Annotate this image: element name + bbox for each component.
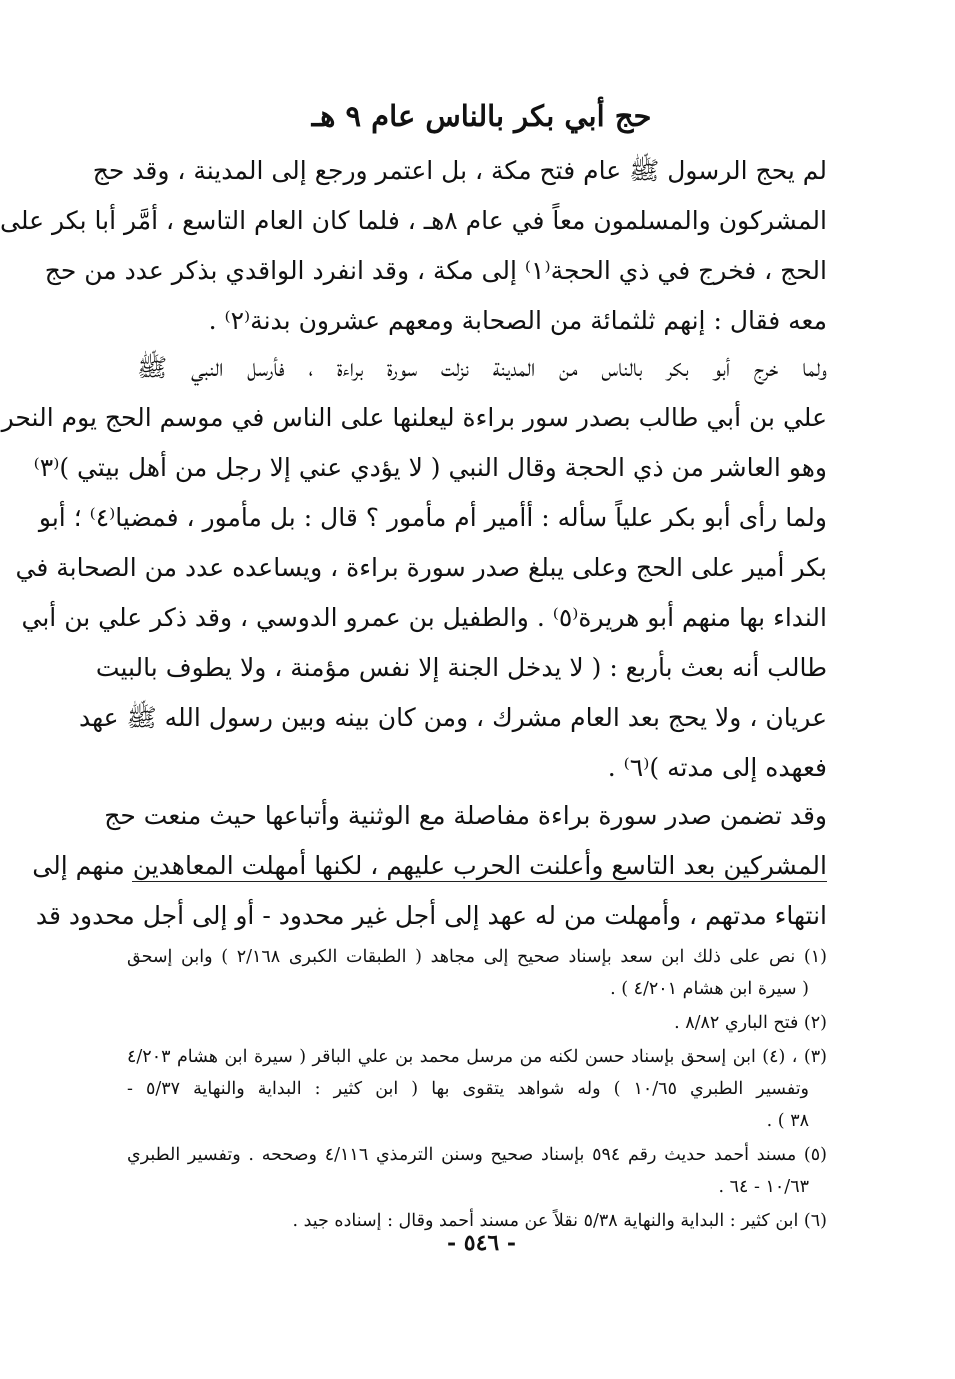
body-line: فعهده إلى مدته )⁽٦⁾ .	[607, 753, 827, 782]
section-title: حج أبي بكر بالناس عام ٩ هـ	[311, 99, 652, 133]
body-line: ولما خرج أبو بكر بالناس من المدينة نزلت سورة براءة ، فأرسل النبي ﷺ	[137, 353, 827, 382]
body-line: النداء بها منهم أبو هريرة⁽٥⁾ . والطفيل بن عمرو الدوسي ، وقد ذكر علي بن أبي	[21, 603, 827, 632]
body-line: وهو العاشر من ذي الحجة وقال النبي ( لا يؤدي عني إلا رجل من أهل بيتي )⁽٣⁾	[33, 453, 827, 482]
body-line: انتهاء مدتهم ، وأمهلت من له عهد إلى أجل غير محدود - أو إلى أجل محدود قد	[35, 901, 827, 930]
body-line: المشركون والمسلمون معاً في عام ٨هـ ، فلما كان العام التاسع ، أمَّر أبا بكر على	[0, 206, 827, 235]
footnote-line: ٣٨ ) .	[766, 1111, 809, 1131]
body-line: المشركين بعد التاسع وأعلنت الحرب عليهم ، لكنها أمهلت المعاهدين منهم إلى	[32, 851, 827, 880]
body-line: عريان ، ولا يحج بعد العام مشرك ، ومن كان بينه وبين رسول الله ﷺ عهد	[78, 703, 827, 732]
body-line: الحج ، فخرج في ذي الحجة⁽١⁾ إلى مكة ، وقد انفرد الواقدي بذكر عدد من حج	[44, 256, 827, 285]
footnote-line: (٣) ، (٤) ابن إسحق بإسناد حسن لكنه من مرسل محمد بن علي الباقر ( سيرة ابن هشام ٤/٢٠٣	[127, 1047, 827, 1067]
footnote-line: (٦) ابن كثير : البداية والنهاية ٥/٣٨ نقلاً عن مسند أحمد وقال : إسناده جيد .	[292, 1211, 827, 1231]
body-line: لم يحج الرسول ﷺ عام فتح مكة ، بل اعتمر ورجع إلى المدينة ، وقد حج	[92, 156, 827, 185]
footnote-line: (١) نص على ذلك ابن سعد بإسناد صحيح إلى مجاهد ( الطبقات الكبرى ٢/١٦٨ ) وابن إسحق	[127, 947, 827, 967]
body-line: طالب أنه بعث بأربع : ( لا يدخل الجنة إلا نفس مؤمنة ، ولا يطوف بالبيت	[95, 653, 827, 682]
page-number: - ٥٤٦ -	[446, 1230, 517, 1256]
body-line: معه فقال : إنهم ثلثمائة من الصحابة ومعهم عشرون بدنة⁽٢⁾ .	[208, 306, 827, 335]
body-line: ولما رأى أبو بكر علياً سأله : أأمير أم مأمور ؟ قال : بل مأمور ، فمضيا⁽٤⁾ ؛ أبو	[38, 503, 827, 532]
body-line: علي بن أبي طالب بصدر سور براءة ليعلنها على الناس في موسم الحج يوم النحر	[1, 403, 827, 432]
footnote-line: ١٠/٦٣ - ٦٤ .	[718, 1177, 809, 1197]
footnote-line: (٥) مسند أحمد حديث رقم ٥٩٤ بإسناد صحيح وسنن الترمذي ٤/١١٦ وصححه . وتفسير الطبري	[127, 1145, 827, 1165]
footnote-line: ( سيرة ابن هشام ٤/٢٠١ ) .	[610, 979, 809, 999]
footnote-separator	[132, 881, 827, 882]
body-line: وقد تضمن صدر سورة براءة مفاصلة مع الوثنية وأتباعها حيث منعت حج	[104, 801, 827, 830]
footnote-line: (٢) فتح الباري ٨/٨٢ .	[674, 1013, 827, 1033]
footnote-line: وتفسير الطبري ١٠/٦٥ ) وله شواهد يتقوى بها ( ابن كثير : البداية والنهاية ٥/٣٧ -	[127, 1079, 810, 1099]
body-line: بكر أمير على الحج وعلى يبلغ صدر سورة براءة ، ويساعده عدد من الصحابة في	[15, 553, 827, 582]
